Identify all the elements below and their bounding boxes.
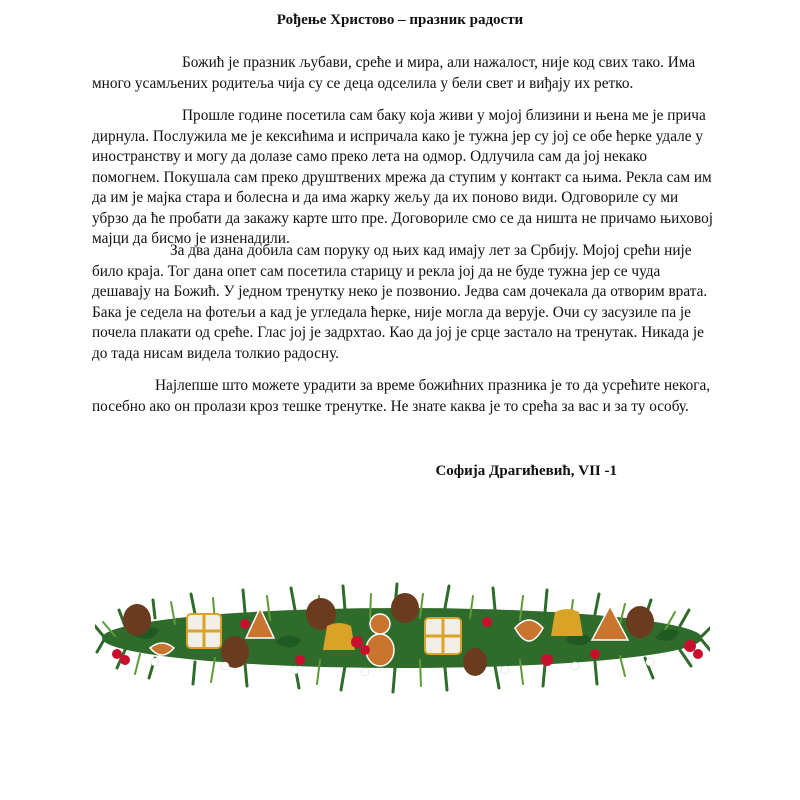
paragraph-3: За два дана добила сам поруку од њих кад имају лет за Србију. Мојој срећи није било краја. Тог дана опет сам посетила старицу и рекла јој да не буде тужна јер се чуда дешавају на Божић. У једном тренутку неко је позвонио. Једва сам дочекала да отворим врата. Бака је седела на фотељи а кад је угледала ћерке, није могла да верује. Очи су засузиле па је почела плакати од среће. Глас јој је задрхтао. Као да јој је срце застало на тренутак. Никада је до тада нисам видела толкио радосну. <box>92 242 708 362</box>
page-title: Рођење Христово – празник радости <box>276 12 524 28</box>
author-signature: Софија Драгићевић, VII -1 <box>435 463 617 479</box>
paragraph-2: Прошле године посетила сам баку која живи у мојој близини и њена ме је прича дирнула. Послужила ме је кексићима и испричала како је тужна јер су јој се обе ћерке удале у иностранству и могу да долазе само преко лета на одмор. Одлучила сам да јој некако помогнем. Покушала сам преко друштвених мрежа да ступим у контакт са њима. Рекла сам им да им је мајка стара и болесна и да има жарку жељу да их поново види. Одговориле су ми убрзо да ће пробати да закажу карте што пре. Договориле смо се да ништа не причамо њиховој мајци да бисмо је изненадили. <box>92 107 713 247</box>
christmas-garland-icon <box>95 566 710 706</box>
paragraph-4: Најлепше што можете урадити за време божићних празника је то да усрећите некога, посебно ако он пролази кроз тешке тренутке. Не знате каква је то срећа за вас и за ту особу. <box>92 377 711 415</box>
paragraph-1: Божић је празник љубави, среће и мира, али нажалост, није код свих тако. Има много усамљених родитеља чија су се деца одселила у бели свет и виђају их ретко. <box>92 54 696 92</box>
